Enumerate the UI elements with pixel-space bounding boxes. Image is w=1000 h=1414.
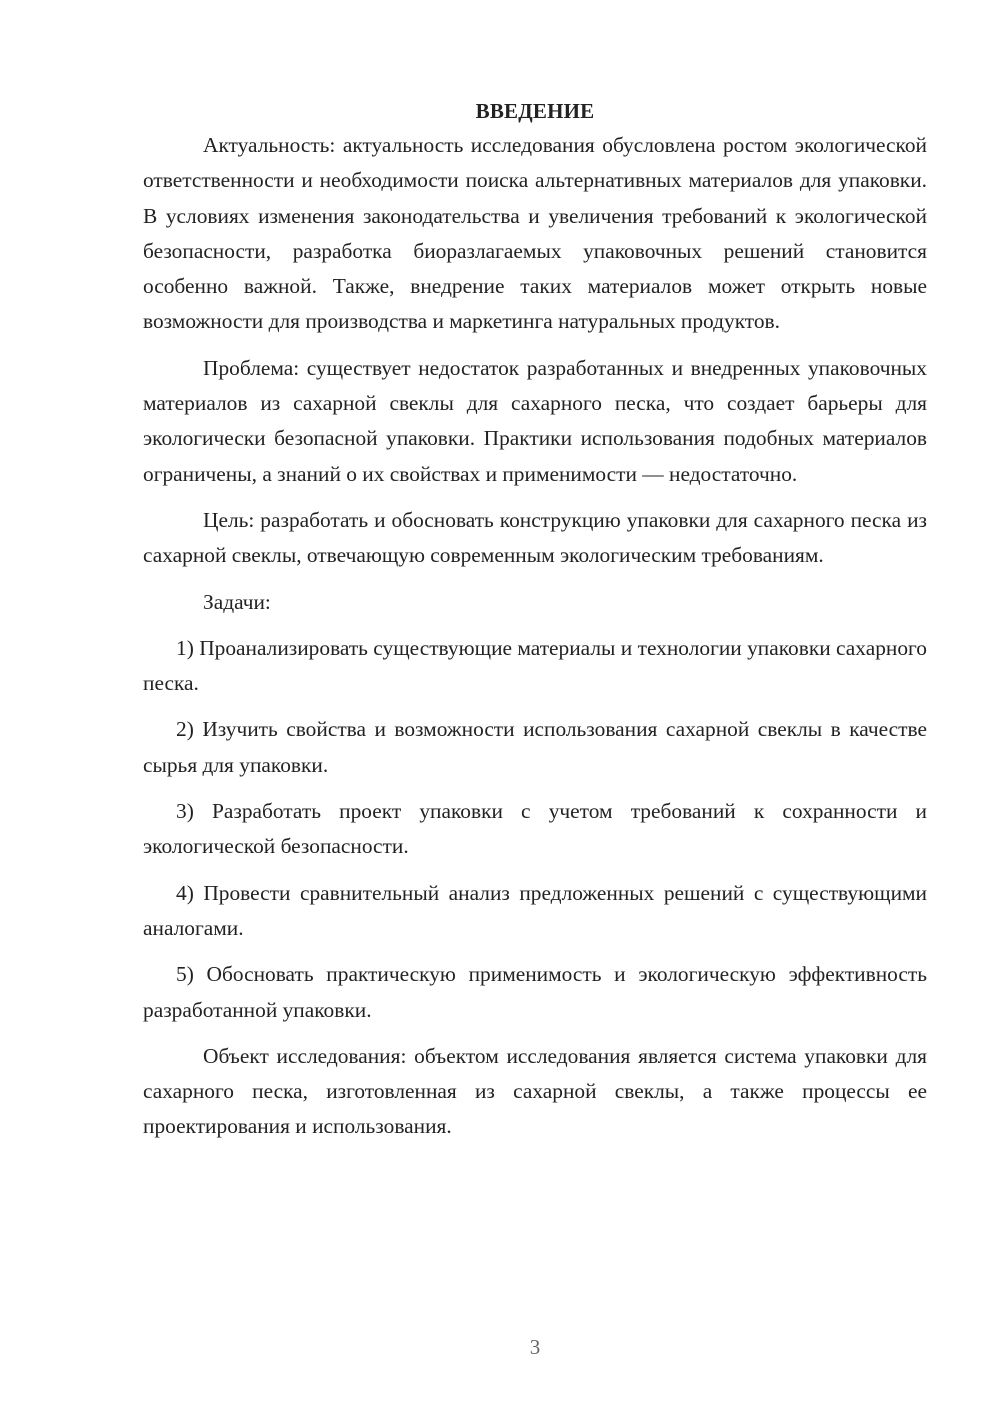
task-number: 5) <box>176 962 194 987</box>
relevance-paragraph: Актуальность: актуальность исследования обусловлена ростом экологической ответственности и необходимости поиска альтернативных материалов для упаковки. В условиях изменения законодательства и увеличения требований к экологической безопасности, разработка биоразлагаемых упаковочных решений становится особенно важной. Также, внедрение таких материалов может открыть новые возможности для производства и маркетинга натуральных продуктов. <box>143 133 927 334</box>
task-item <box>143 957 927 1028</box>
problem-paragraph: Проблема: существует недостаток разработанных и внедренных упаковочных материалов из сахарной свеклы для сахарного песка, что создает барьеры для экологически безопасной упаковки. Практики использования подобных материалов ограничены, а знаний о их свойствах и применимости — недостаточно. <box>143 355 927 486</box>
task-item <box>143 794 927 865</box>
task-number: 2) <box>176 717 194 742</box>
page-content <box>143 96 927 1156</box>
goal-paragraph: Цель: разработать и обосновать конструкцию упаковки для сахарного песка из сахарной свеклы, отвечающую современным экологическим требованиям. <box>143 507 927 568</box>
task-number: 3) <box>176 799 194 824</box>
tasks-label: Задачи: <box>203 589 271 614</box>
task-text: Провести сравнительный анализ предложенных решений с существующими аналогами. <box>143 880 927 940</box>
task-item <box>143 631 927 702</box>
task-item <box>143 712 927 783</box>
task-text: Разработать проект упаковки с учетом требований к сохранности и экологической безопасности. <box>143 799 927 859</box>
task-text: Обосновать практическую применимость и экологическую эффективность разработанной упаковки. <box>143 962 927 1022</box>
task-text: Изучить свойства и возможности использования сахарной свеклы в качестве сырья для упаковки. <box>143 717 927 777</box>
task-number: 4) <box>176 880 194 905</box>
task-number: 1) <box>176 635 194 660</box>
page-number: 3 <box>529 1335 541 1359</box>
task-item <box>143 876 927 947</box>
section-heading: ВВЕДЕНИЕ <box>475 99 595 123</box>
task-text: Проанализировать существующие материалы и технологии упаковки сахарного песка. <box>143 635 927 696</box>
object-paragraph: Объект исследования: объектом исследования является система упаковки для сахарного песка, изготовленная из сахарной свеклы, а также процессы ее проектирования и использования. <box>143 1043 927 1139</box>
task-list <box>143 631 927 1028</box>
